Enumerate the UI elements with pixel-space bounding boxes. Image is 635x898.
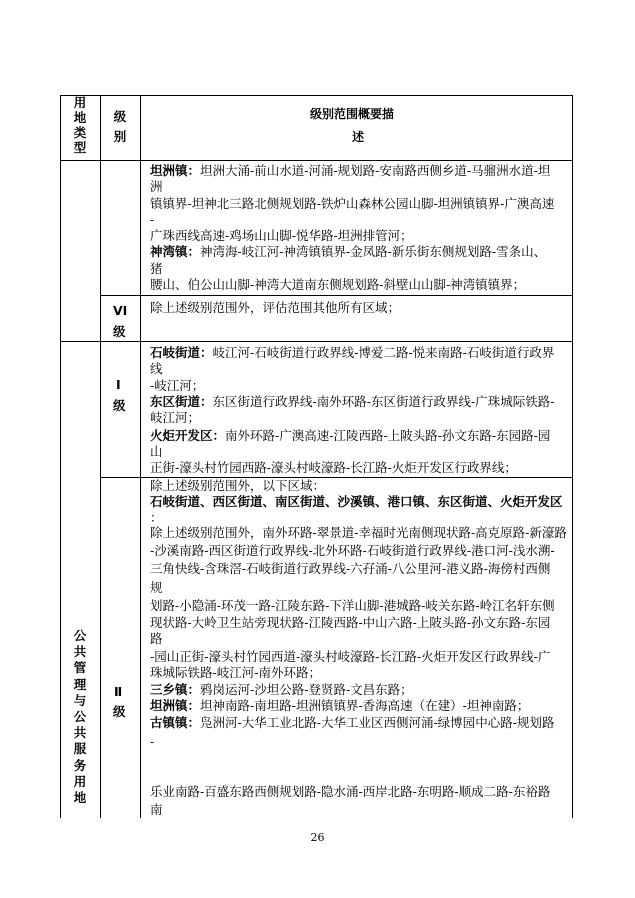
description-line: 岐江河； — [150, 410, 201, 425]
row-divider — [100, 295, 572, 296]
description-line: 山 — [150, 444, 163, 459]
description-line: 乐业南路-百盛东路西侧规划路-隐水涌-西岸北路-东明路-顺成二路-东裕路 — [150, 784, 551, 799]
description-line: 珠城际铁路-岐江河-南外环路； — [150, 665, 321, 680]
description-line: 除上述级别范围外，以下区域： — [150, 478, 326, 493]
description-line: 路 — [150, 631, 163, 646]
column-divider — [140, 95, 141, 818]
description-line: 线 — [150, 361, 163, 376]
description-line: -岐江河； — [150, 378, 205, 393]
description-line: 火炬开发区：南外环路-广澳高速-江陵西路-上陂头路-孙文东路-东园路-园 — [150, 428, 551, 443]
description-line: 洲 — [150, 179, 163, 194]
description-line: ： — [150, 510, 163, 525]
table-left-border — [60, 95, 61, 818]
description-line: 坦洲镇：坦神南路-南坦路-坦洲镇镇界-香海高速（在建）-坦神南路； — [150, 698, 530, 713]
description-line: 猪 — [150, 261, 163, 276]
description-line: 腰山、伯公山山脚-神湾大道南东侧规划路-斜壁山山脚-神湾镇镇界； — [150, 277, 526, 292]
description-line: 三角快线-含珠滘-石岐街道行政界线-六孖涌-八公里河-港义路-海傍村西侧 — [150, 561, 551, 576]
header-description-cont: 述 — [352, 130, 365, 144]
column-divider — [100, 95, 101, 818]
description-line: 石岐街道：岐江河-石岐街道行政界线-博爱二路-悦来南路-石岐街道行政界 — [150, 345, 555, 360]
description-line: 镇镇界-坦神北三路北侧规划路-铁炉山森林公园山脚-坦洲镇镇界-广澳高速 — [150, 196, 555, 211]
level-ii-roman: Ⅱ — [114, 684, 123, 699]
description-line: 南 — [150, 802, 163, 817]
description-line: 神湾镇：神湾海-岐江河-神湾镇镇界-金凤路-新乐街东侧规划路-雪条山、 — [150, 244, 547, 259]
description-line: 三乡镇：鸦岗运河-沙坦公路-登贤路-文昌东路； — [150, 682, 413, 697]
description-line: 正街-濠头村竹园西路-濠头村岐濠路-长江路-火炬开发区行政界线； — [150, 460, 517, 475]
description-line: 规 — [150, 580, 163, 595]
description-line: - — [150, 734, 155, 749]
description-line: 坦洲镇：坦洲大涌-前山水道-河涌-规划路-安南路西侧乡道-马骝洲水道-坦 — [150, 163, 551, 178]
level-i-suffix: 级 — [113, 398, 126, 413]
description-line: - — [150, 212, 155, 227]
level-ii-suffix: 级 — [113, 704, 126, 719]
description-line: -园山正街-濠头村竹园西道-濠头村岐濠路-长江路-火炬开发区行政界线-广 — [150, 649, 551, 664]
land-type-label: 公 共 管 理 与 公 共 服 务 用 地 — [73, 628, 87, 806]
table-right-border — [572, 95, 573, 818]
header-land-type: 用 地 类 型 — [73, 95, 87, 155]
description-line: 除上述级别范围外，南外环路-翠景道-幸福时光南侧现状路-高克原路-新濠路 — [150, 525, 567, 540]
level-i-roman: I — [116, 377, 121, 392]
table-top-border — [60, 95, 572, 96]
description-line: 石岐街道、西区街道、南区街道、沙溪镇、港口镇、东区街道、火炬开发区 — [150, 494, 563, 509]
header-level: 级 别 — [113, 109, 127, 144]
level-vi-description: 除上述级别范围外，评估范围其他所有区域； — [150, 300, 401, 315]
page-number: 26 — [310, 831, 325, 844]
header-description: 级别范围概要描 — [310, 107, 395, 121]
row-divider — [60, 341, 572, 342]
level-vi-suffix: 级 — [113, 324, 126, 339]
description-line: 东区街道：东区街道行政界线-南外环路-东区街道行政界线-广珠城际铁路- — [150, 394, 555, 409]
description-line: -沙溪南路-西区街道行政界线-北外环路-石岐街道行政界线-港口河-浅水溯- — [150, 543, 555, 558]
description-line: 古镇镇：凫洲河-大华工业北路-大华工业区西侧河涌-绿博园中心路-规划路 — [150, 715, 555, 730]
description-line: 广珠西线高速-鸡场山山脚-悦华路-坦洲排管河； — [150, 228, 413, 243]
header-bottom-border — [60, 160, 572, 161]
level-vi-roman: VI — [113, 303, 128, 318]
description-line: 现状路-大岭卫生站旁现状路-江陵西路-中山六路-上陂头路-孙文东路-东园 — [150, 615, 551, 630]
description-line: 划路-小隐涌-环茂一路-江陵东路-下洋山脚-港城路-岐关东路-岭江名轩东侧 — [150, 598, 555, 613]
